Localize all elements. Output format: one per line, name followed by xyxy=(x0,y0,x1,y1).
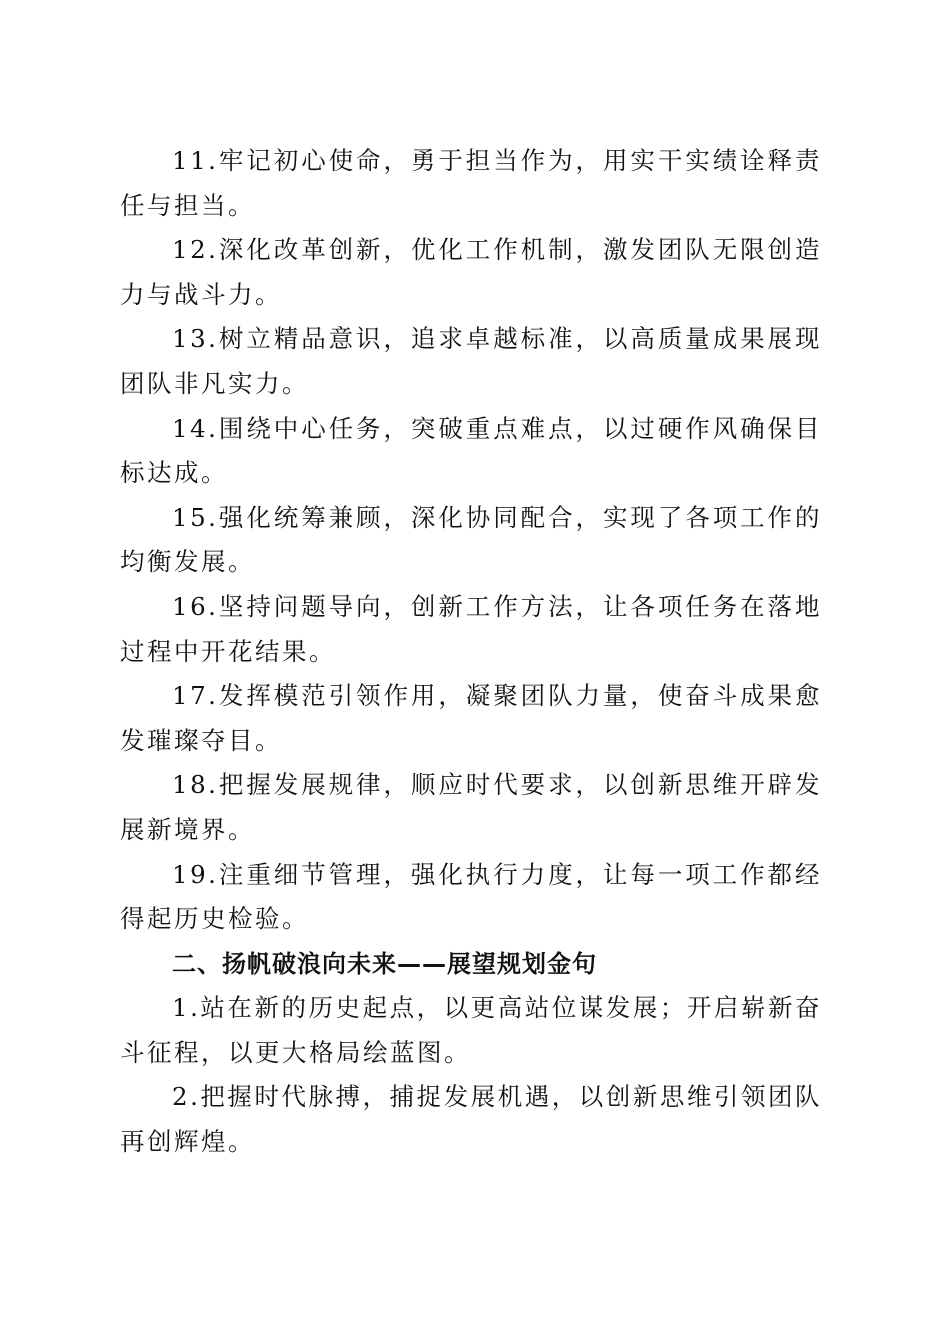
section-heading: 二、扬帆破浪向未来——展望规划金句 xyxy=(172,949,597,978)
list-item-12: 12.深化改革创新，优化工作机制，激发团队无限创造力与战斗力。 xyxy=(120,235,822,309)
list-item-11: 11.牢记初心使命，勇于担当作为，用实干实绩诠释责任与担当。 xyxy=(120,146,822,220)
list-item-17: 17.发挥模范引领作用，凝聚团队力量，使奋斗成果愈发璀璨夺目。 xyxy=(120,681,822,755)
section-two-item-1: 1.站在新的历史起点，以更高站位谋发展；开启崭新奋斗征程，以更大格局绘蓝图。 xyxy=(120,993,822,1067)
document-body xyxy=(120,139,822,1165)
list-item-18: 18.把握发展规律，顺应时代要求，以创新思维开辟发展新境界。 xyxy=(120,770,822,844)
list-item-15: 15.强化统筹兼顾，深化协同配合，实现了各项工作的均衡发展。 xyxy=(120,502,822,577)
list-item-16: 16.坚持问题导向，创新工作方法，让各项任务在落地过程中开花结果。 xyxy=(120,591,822,666)
list-item-14: 14.围绕中心任务，突破重点难点，以过硬作风确保目标达成。 xyxy=(120,413,822,488)
list-item-19: 19.注重细节管理，强化执行力度，让每一项工作都经得起历史检验。 xyxy=(120,859,822,934)
list-item-13: 13.树立精品意识，追求卓越标准，以高质量成果展现团队非凡实力。 xyxy=(120,324,822,398)
section-two-item-2: 2.把握时代脉搏，捕捉发展机遇，以创新思维引领团队再创辉煌。 xyxy=(120,1082,822,1157)
